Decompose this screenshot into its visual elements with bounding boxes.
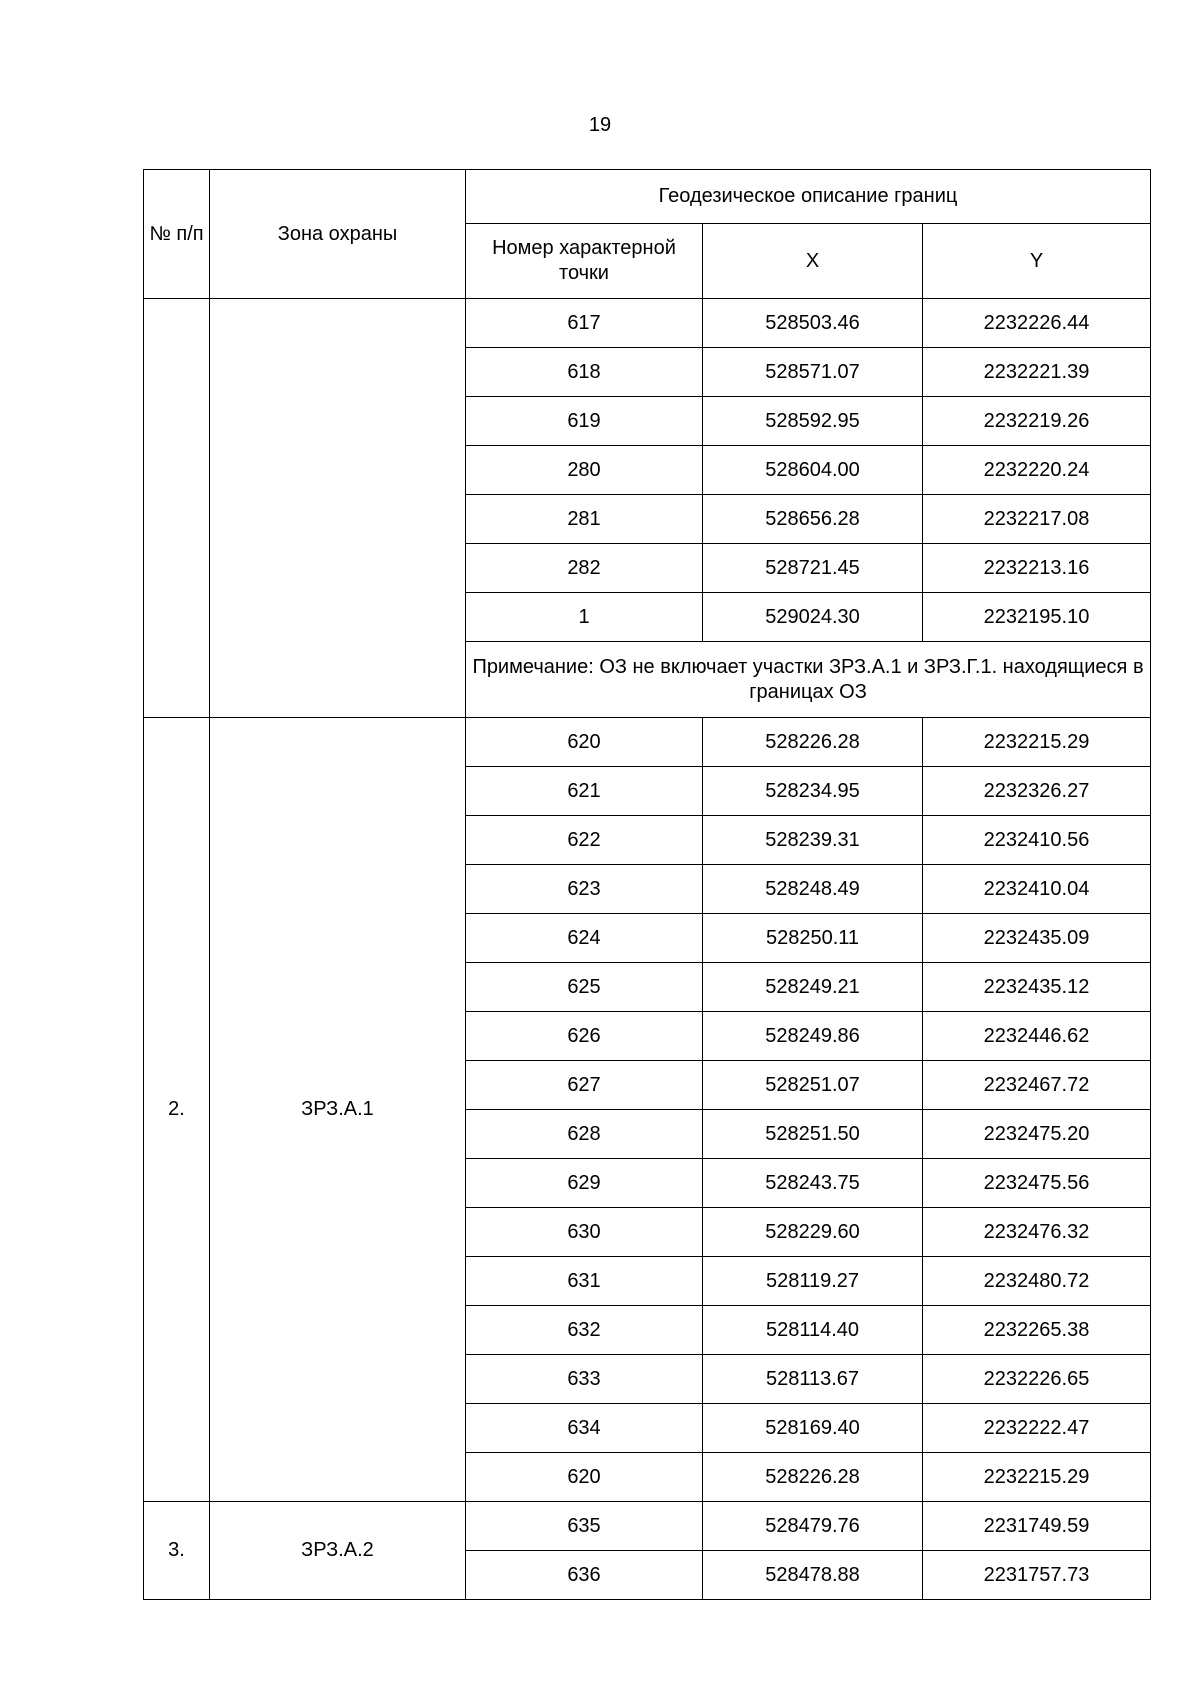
y-coordinate-cell: 2232475.56: [923, 1159, 1151, 1208]
y-coordinate-cell: 2232217.08: [923, 495, 1151, 544]
point-number-cell: 623: [466, 865, 703, 914]
x-coordinate-cell: 528251.50: [703, 1110, 923, 1159]
x-coordinate-cell: 528592.95: [703, 397, 923, 446]
x-coordinate-cell: 528249.21: [703, 963, 923, 1012]
zone-cell: ЗРЗ.А.2: [210, 1502, 466, 1600]
x-coordinate-cell: 528229.60: [703, 1208, 923, 1257]
y-coordinate-cell: 2232410.56: [923, 816, 1151, 865]
point-number-cell: 1: [466, 593, 703, 642]
y-coordinate-cell: 2232265.38: [923, 1306, 1151, 1355]
header-y: Y: [923, 224, 1151, 299]
x-coordinate-cell: 528251.07: [703, 1061, 923, 1110]
point-number-cell: 625: [466, 963, 703, 1012]
y-coordinate-cell: 2232220.24: [923, 446, 1151, 495]
point-number-cell: 634: [466, 1404, 703, 1453]
page-number: 19: [588, 114, 612, 136]
point-number-cell: 620: [466, 1453, 703, 1502]
point-number-cell: 630: [466, 1208, 703, 1257]
x-coordinate-cell: 528169.40: [703, 1404, 923, 1453]
header-point-number: Номер характерной точки: [466, 224, 703, 299]
zone-cell: ЗРЗ.А.1: [210, 718, 466, 1502]
point-number-cell: 628: [466, 1110, 703, 1159]
point-number-cell: 622: [466, 816, 703, 865]
y-coordinate-cell: 2232213.16: [923, 544, 1151, 593]
zone-cell: [210, 299, 466, 718]
x-coordinate-cell: 528119.27: [703, 1257, 923, 1306]
point-number-cell: 620: [466, 718, 703, 767]
header-zone: Зона охраны: [210, 170, 466, 299]
x-coordinate-cell: 528571.07: [703, 348, 923, 397]
point-number-cell: 282: [466, 544, 703, 593]
x-coordinate-cell: 528234.95: [703, 767, 923, 816]
row-number-cell: 2.: [144, 718, 210, 1502]
y-coordinate-cell: 2232446.62: [923, 1012, 1151, 1061]
table-row: [144, 718, 1151, 767]
y-coordinate-cell: 2232435.12: [923, 963, 1151, 1012]
y-coordinate-cell: 2232215.29: [923, 1453, 1151, 1502]
x-coordinate-cell: 528226.28: [703, 718, 923, 767]
point-number-cell: 632: [466, 1306, 703, 1355]
y-coordinate-cell: 2232222.47: [923, 1404, 1151, 1453]
y-coordinate-cell: 2232435.09: [923, 914, 1151, 963]
table-body: [144, 299, 1151, 1600]
x-coordinate-cell: 529024.30: [703, 593, 923, 642]
x-coordinate-cell: 528113.67: [703, 1355, 923, 1404]
x-coordinate-cell: 528226.28: [703, 1453, 923, 1502]
header-geo-description: Геодезическое описание границ: [466, 170, 1151, 224]
point-number-cell: 621: [466, 767, 703, 816]
y-coordinate-cell: 2232476.32: [923, 1208, 1151, 1257]
header-num: № п/п: [144, 170, 210, 299]
point-number-cell: 631: [466, 1257, 703, 1306]
geodetic-table: [143, 169, 1151, 1600]
point-number-cell: 627: [466, 1061, 703, 1110]
point-number-cell: 636: [466, 1551, 703, 1600]
point-number-cell: 619: [466, 397, 703, 446]
y-coordinate-cell: 2231749.59: [923, 1502, 1151, 1551]
y-coordinate-cell: 2232219.26: [923, 397, 1151, 446]
point-number-cell: 280: [466, 446, 703, 495]
point-number-cell: 624: [466, 914, 703, 963]
y-coordinate-cell: 2232326.27: [923, 767, 1151, 816]
point-number-cell: 618: [466, 348, 703, 397]
x-coordinate-cell: 528250.11: [703, 914, 923, 963]
point-number-cell: 633: [466, 1355, 703, 1404]
row-number-cell: [144, 299, 210, 718]
x-coordinate-cell: 528479.76: [703, 1502, 923, 1551]
y-coordinate-cell: 2232467.72: [923, 1061, 1151, 1110]
y-coordinate-cell: 2232215.29: [923, 718, 1151, 767]
y-coordinate-cell: 2232226.44: [923, 299, 1151, 348]
x-coordinate-cell: 528478.88: [703, 1551, 923, 1600]
y-coordinate-cell: 2232475.20: [923, 1110, 1151, 1159]
x-coordinate-cell: 528239.31: [703, 816, 923, 865]
x-coordinate-cell: 528243.75: [703, 1159, 923, 1208]
point-number-cell: 635: [466, 1502, 703, 1551]
table-row: [144, 1502, 1151, 1551]
x-coordinate-cell: 528248.49: [703, 865, 923, 914]
y-coordinate-cell: 2232195.10: [923, 593, 1151, 642]
y-coordinate-cell: 2232480.72: [923, 1257, 1151, 1306]
point-number-cell: 281: [466, 495, 703, 544]
y-coordinate-cell: 2231757.73: [923, 1551, 1151, 1600]
y-coordinate-cell: 2232226.65: [923, 1355, 1151, 1404]
row-number-cell: 3.: [144, 1502, 210, 1600]
point-number-cell: 626: [466, 1012, 703, 1061]
x-coordinate-cell: 528114.40: [703, 1306, 923, 1355]
header-x: X: [703, 224, 923, 299]
x-coordinate-cell: 528604.00: [703, 446, 923, 495]
x-coordinate-cell: 528503.46: [703, 299, 923, 348]
x-coordinate-cell: 528249.86: [703, 1012, 923, 1061]
y-coordinate-cell: 2232410.04: [923, 865, 1151, 914]
table-header: [144, 170, 1151, 299]
table-row: [144, 299, 1151, 348]
point-number-cell: 629: [466, 1159, 703, 1208]
x-coordinate-cell: 528656.28: [703, 495, 923, 544]
note-cell: Примечание: ОЗ не включает участки ЗРЗ.А.1 и ЗРЗ.Г.1. находящиеся в границах ОЗ: [466, 642, 1151, 718]
x-coordinate-cell: 528721.45: [703, 544, 923, 593]
point-number-cell: 617: [466, 299, 703, 348]
y-coordinate-cell: 2232221.39: [923, 348, 1151, 397]
